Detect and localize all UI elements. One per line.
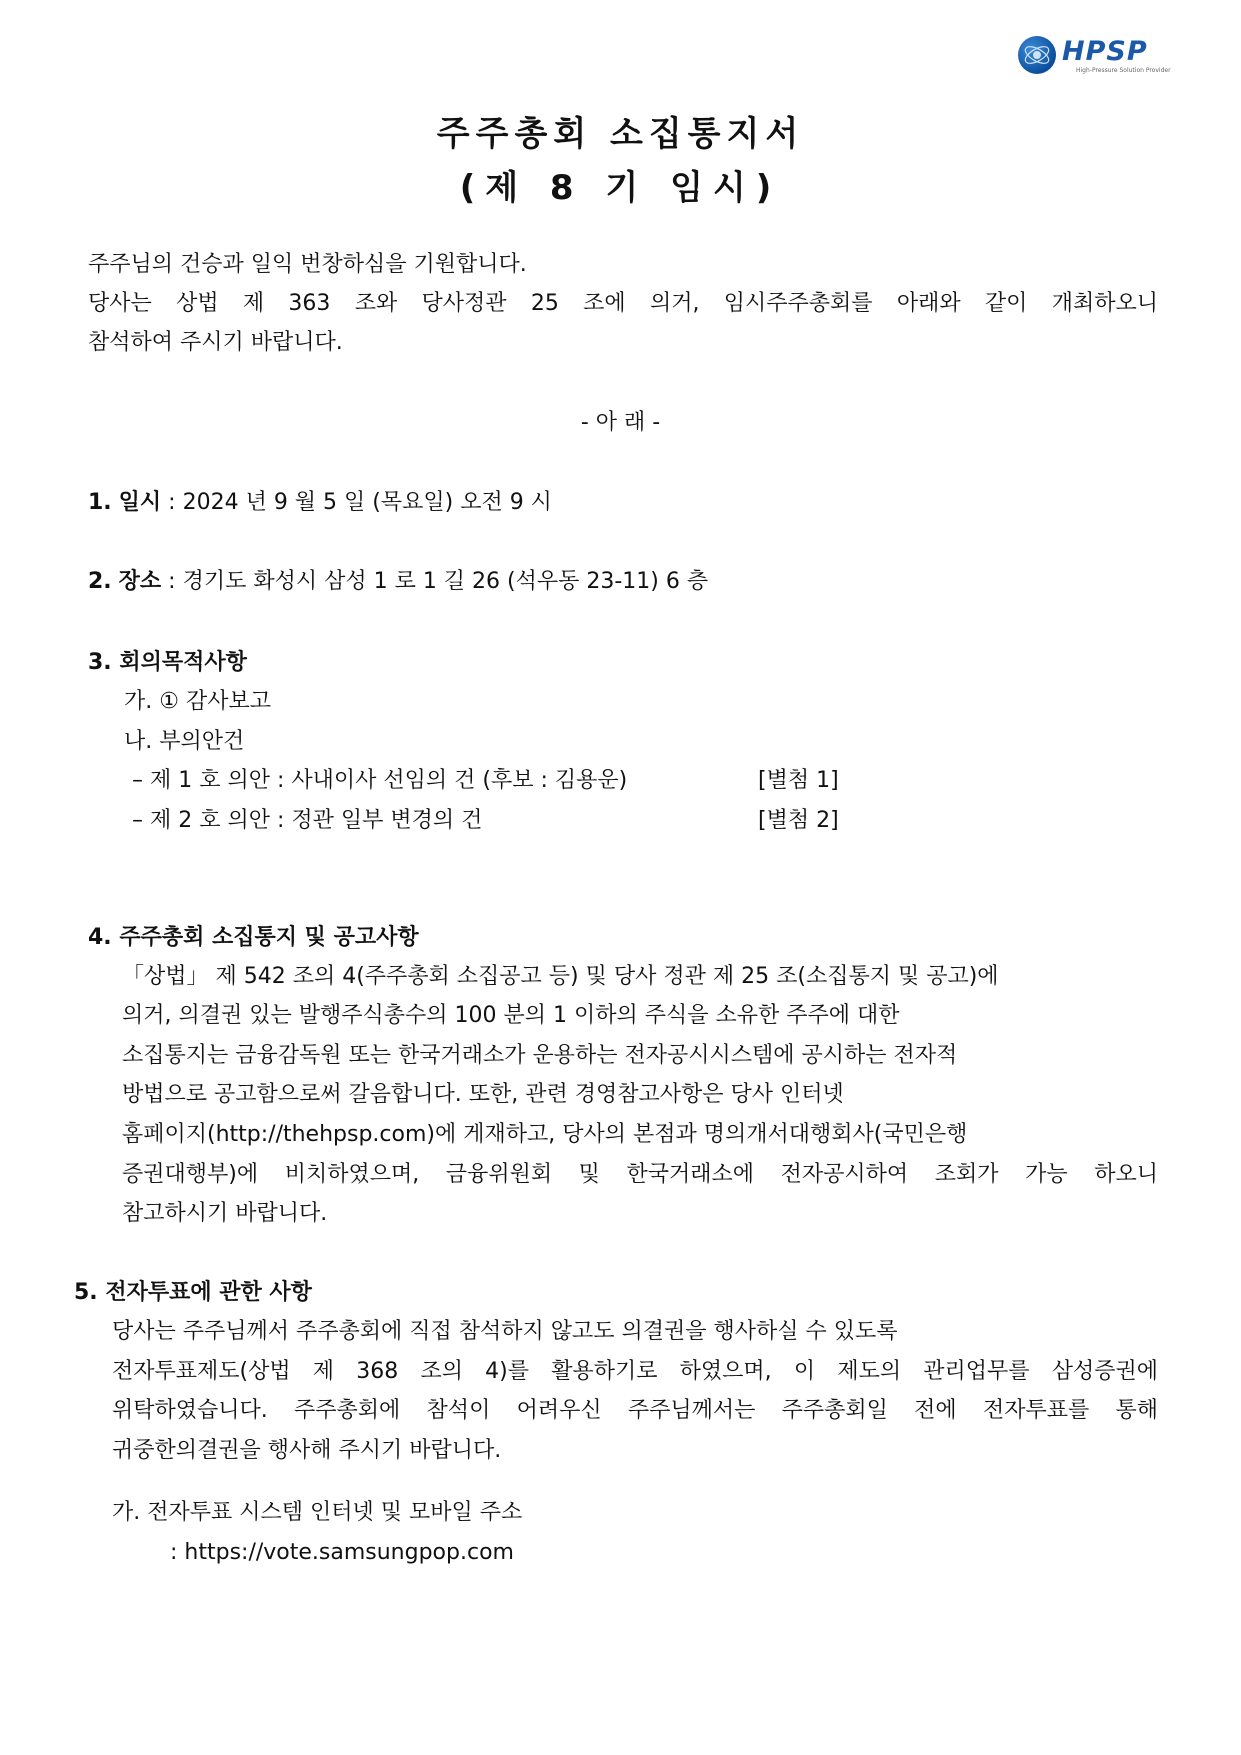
place-label: 장소 bbox=[118, 569, 162, 594]
document-subtitle: (제 8 기 임시) bbox=[459, 168, 782, 208]
logo-text: HPSP bbox=[1062, 36, 1148, 67]
agenda-item-1-ref: [별첨 1] bbox=[758, 768, 839, 793]
below-heading: - 아 래 - bbox=[580, 410, 661, 435]
agenda-item-1: – 제 1 호 의안 : 사내이사 선임의 건 (후보 : 김용운) bbox=[132, 768, 628, 793]
intro-line-2: 당사는 상법 제 363 조와 당사정관 25 조에 의거, 임시주주총회를 아래와 같이 개최하오니 bbox=[88, 291, 1158, 316]
notice-line: 방법으로 공고함으로써 갈음합니다. 또한, 관련 경영참고사항은 당사 인터넷 bbox=[122, 1082, 844, 1107]
datetime-value: : 2024 년 9 월 5 일 (목요일) 오전 9 시 bbox=[161, 490, 552, 515]
place-value: : 경기도 화성시 삼성 1 로 1 길 26 (석우동 23-11) 6 층 bbox=[161, 569, 709, 594]
logo-tagline: High-Pressure Solution Provider bbox=[1076, 67, 1171, 74]
datetime-number: 1. bbox=[88, 490, 112, 515]
evote-line: 당사는 주주님께서 주주총회에 직접 참석하지 않고도 의결권을 행사하실 수 있도록 bbox=[112, 1319, 898, 1344]
notice-line: 증권대행부)에 비치하였으며, 금융위원회 및 한국거래소에 전자공시하여 조회가 가능 하오니 bbox=[122, 1162, 1158, 1187]
document-title: 주주총회 소집통지서 bbox=[436, 114, 805, 154]
notice-line: 참고하시기 바랍니다. bbox=[122, 1201, 328, 1226]
evote-line: 전자투표제도(상법 제 368 조의 4)를 활용하기로 하였으며, 이 제도의 관리업무를 삼성증권에 bbox=[112, 1359, 1158, 1384]
company-logo bbox=[1018, 34, 1188, 78]
evote-url[interactable]: : https://vote.samsungpop.com bbox=[170, 1540, 514, 1565]
notice-line: 의거, 의결권 있는 발행주식총수의 100 분의 1 이하의 주식을 소유한 주주에 대한 bbox=[122, 1003, 900, 1028]
place-number: 2. bbox=[88, 569, 112, 594]
evote-line: 귀중한의결권을 행사해 주시기 바랍니다. bbox=[112, 1438, 502, 1463]
notice-line: 홈페이지(http://thehpsp.com)에 게재하고, 당사의 본점과 명의개서대행회사(국민은행 bbox=[122, 1122, 968, 1147]
globe-icon bbox=[1018, 36, 1056, 74]
agenda-item-2: – 제 2 호 의안 : 정관 일부 변경의 건 bbox=[132, 808, 483, 833]
agenda-item-2-ref: [별첨 2] bbox=[758, 808, 839, 833]
agenda-report: 가. ① 감사보고 bbox=[124, 689, 271, 714]
agenda-heading: 3. 회의목적사항 bbox=[88, 650, 247, 675]
evote-sub-heading: 가. 전자투표 시스템 인터넷 및 모바일 주소 bbox=[112, 1500, 523, 1525]
section-datetime bbox=[88, 488, 552, 518]
datetime-label: 일시 bbox=[118, 490, 162, 515]
notice-line: 소집통지는 금융감독원 또는 한국거래소가 운용하는 전자공시시스템에 공시하는 전자적 bbox=[122, 1043, 958, 1068]
notice-heading: 4. 주주총회 소집통지 및 공고사항 bbox=[88, 925, 419, 950]
evote-heading: 5. 전자투표에 관한 사항 bbox=[74, 1280, 312, 1305]
agenda-resolution: 나. 부의안건 bbox=[124, 729, 245, 754]
section-place bbox=[88, 567, 708, 597]
intro-line-1: 주주님의 건승과 일익 번창하심을 기원합니다. bbox=[88, 252, 527, 277]
notice-line: 「상법」 제 542 조의 4(주주총회 소집공고 등) 및 당사 정관 제 25 조(소집통지 및 공고)에 bbox=[122, 964, 999, 989]
intro-line-3: 참석하여 주시기 바랍니다. bbox=[88, 330, 343, 355]
evote-line: 위탁하였습니다. 주주총회에 참석이 어려우신 주주님께서는 주주총회일 전에 전자투표를 통해 bbox=[112, 1398, 1158, 1423]
